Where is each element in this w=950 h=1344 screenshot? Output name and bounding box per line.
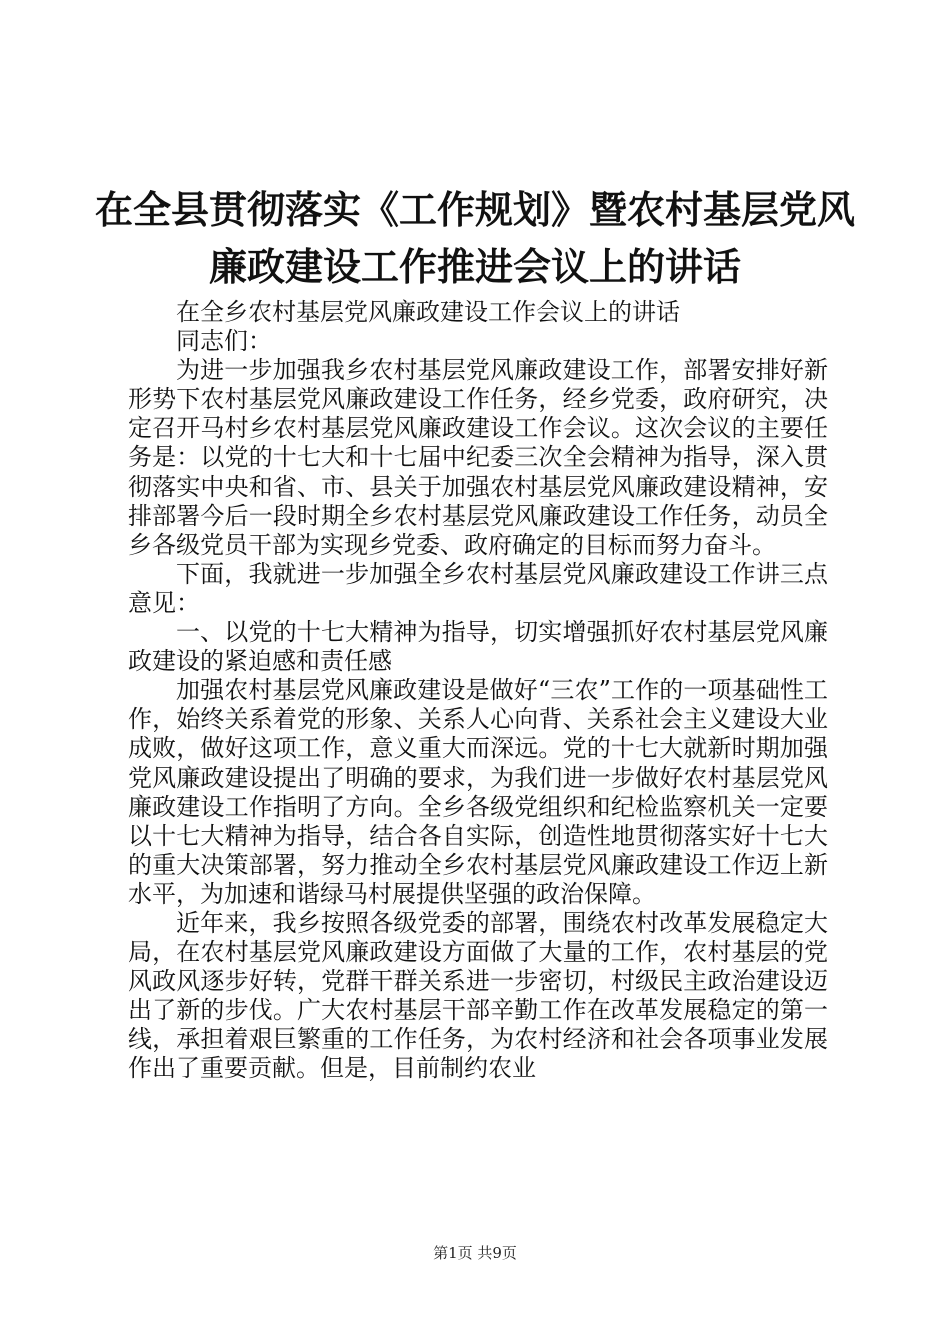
body-paragraph: 加强农村基层党风廉政建设是做好“三农”工作的一项基础性工作，始终关系着党的形象、关系人心向背、关系社会主义建设大业成败，做好这项工作，意义重大而深远。党的十七大就新时期加强党风廉政建设提出了明确的要求，为我们进一步做好农村基层党风廉政建设工作指明了方向。全乡各级党组织和纪检监察机关一定要以十七大精神为指导，结合各自实际，创造性地贯彻落实好十七大的重大决策部署，努力推动全乡农村基层党风廉政建设工作迈上新水平，为加速和谐绿马村展提供坚强的政治保障。 xyxy=(128,676,828,908)
salutation-paragraph: 同志们： xyxy=(176,327,272,356)
document-title-line1: 在全县贯彻落实《工作规划》暨农村基层党风 xyxy=(94,188,855,232)
subtitle-paragraph: 在全乡农村基层党风廉政建设工作会议上的讲话 xyxy=(176,298,680,326)
document-title-line2: 廉政建设工作推进会议上的讲话 xyxy=(208,245,741,289)
document-body xyxy=(128,298,828,1084)
body-paragraph: 近年来，我乡按照各级党委的部署，围绕农村改革发展稳定大局，在农村基层党风廉政建设方面做了大量的工作，农村基层的党风政风逐步好转，党群干群关系进一步密切，村级民主政治建设迈出了新的步伐。广大农村基层干部辛勤工作在改革发展稳定的第一线，承担着艰巨繁重的工作任务，为农村经济和社会各项事业发展作出了重要贡献。但是，目前制约农业 xyxy=(128,908,828,1083)
body-paragraph: 下面，我就进一步加强全乡农村基层党风廉政建设工作讲三点意见： xyxy=(128,559,828,617)
page-number-footer: 第1页 共9页 xyxy=(433,1244,517,1262)
body-paragraph: 为进一步加强我乡农村基层党风廉政建设工作，部署安排好新形势下农村基层党风廉政建设工作任务，经乡党委，政府研究，决定召开马村乡农村基层党风廉政建设工作会议。这次会议的主要任务是：以党的十七大和十七届中纪委三次全会精神为指导，深入贯彻落实中央和省、市、县关于加强农村基层党风廉政建设精神，安排部署今后一段时期全乡农村基层党风廉政建设工作任务，动员全乡各级党员干部为实现乡党委、政府确定的目标而努力奋斗。 xyxy=(128,356,828,559)
section-heading: 一、以党的十七大精神为指导，切实增强抓好农村基层党风廉政建设的紧迫感和责任感 xyxy=(128,618,828,676)
